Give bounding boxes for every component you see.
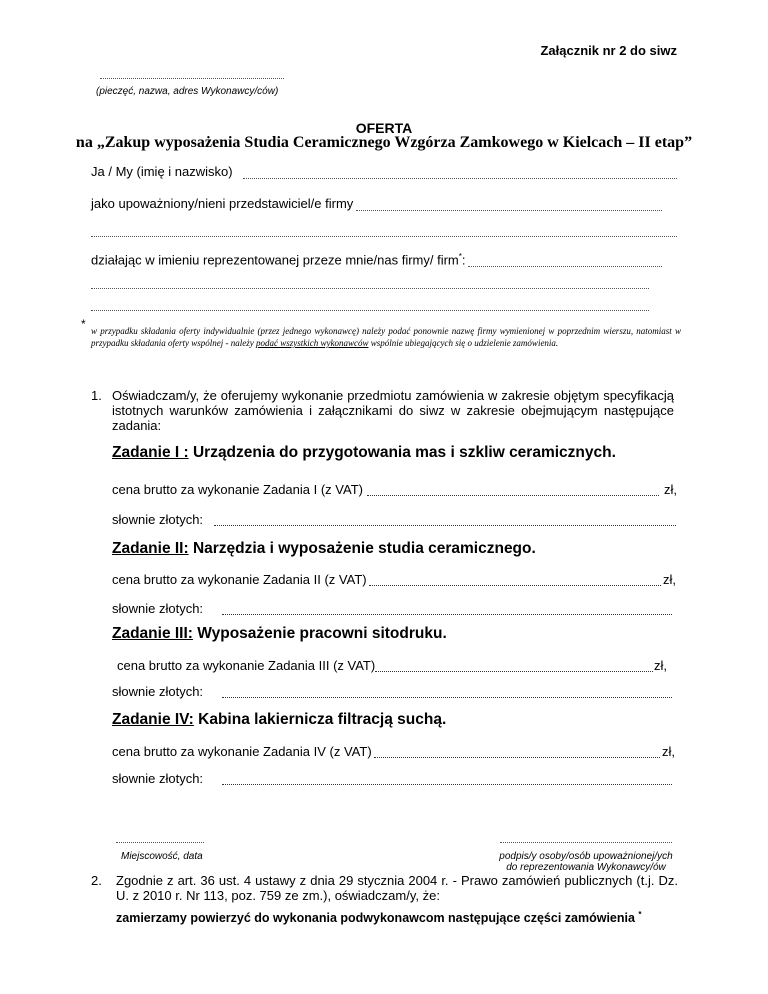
signature-label-1: podpis/y osoby/osób upoważnionej/ych <box>499 851 673 862</box>
company-field[interactable] <box>468 266 662 267</box>
task1-words-field[interactable] <box>214 525 676 526</box>
place-date-label: Miejscowość, data <box>121 851 203 862</box>
acting-footnote-star: * <box>458 252 462 261</box>
task3-words-label: słownie złotych: <box>112 684 204 699</box>
representative-field[interactable] <box>356 210 662 211</box>
task2-words-field[interactable] <box>222 614 672 615</box>
task3-price-field[interactable] <box>375 671 653 672</box>
task4-title: Zadanie IV: Kabina lakiernicza filtracją suchą. <box>112 711 447 728</box>
point1-number: 1. <box>91 388 102 403</box>
task4-price-label: cena brutto za wykonanie Zadania IV (z VAT) <box>112 744 372 759</box>
task1-price-label: cena brutto za wykonanie Zadania I (z VAT) <box>112 482 363 497</box>
task2-price-label: cena brutto za wykonanie Zadania II (z VAT) <box>112 572 367 587</box>
task1-currency: zł, <box>664 482 677 497</box>
task4-price-field[interactable] <box>374 757 660 758</box>
name-label: Ja / My (imię i nazwisko) <box>91 164 233 179</box>
place-date-field[interactable] <box>116 842 204 843</box>
task2-title: Zadanie II: Narzędzia i wyposażenie studia ceramicznego. <box>112 540 536 557</box>
task1-title: Zadanie I : Urządzenia do przygotowania mas i szkliw ceramicznych. <box>112 444 616 461</box>
task1-words-label: słownie złotych: <box>112 512 204 527</box>
point2-number: 2. <box>91 873 102 888</box>
task4-words-field[interactable] <box>222 784 672 785</box>
attachment-label: Załącznik nr 2 do siwz <box>540 43 677 58</box>
acting-label: działając w imieniu reprezentowanej przeze mnie/nas firmy/ firm*: <box>91 252 466 268</box>
task3-currency: zł, <box>654 658 667 673</box>
task3-words-field[interactable] <box>222 697 672 698</box>
task4-currency: zł, <box>662 744 675 759</box>
stamp-label: (pieczęć, nazwa, adres Wykonawcy/ców) <box>96 86 279 97</box>
representative-label: jako upoważniony/nieni przedstawiciel/e firmy <box>91 196 354 211</box>
point2-text: Zgodnie z art. 36 ust. 4 ustawy z dnia 29 stycznia 2004 r. - Prawo zamówień publicznych (t.j. Dz. U. z 2010 r. Nr 113, poz. 759 ze zm.), oświadczam/y, że: <box>116 873 678 903</box>
offer-title: OFERTA <box>355 120 413 136</box>
stamp-line <box>100 78 284 79</box>
task2-words-label: słownie złotych: <box>112 601 204 616</box>
task4-words-label: słownie złotych: <box>112 771 204 786</box>
task3-title: Zadanie III: Wyposażenie pracowni sitodruku. <box>112 625 447 642</box>
task3-price-label: cena brutto za wykonanie Zadania III (z VAT) <box>117 658 376 673</box>
footnote-star: * <box>81 317 86 331</box>
signature-field[interactable] <box>500 842 672 843</box>
subcontract-statement: zamierzamy powierzyć do wykonania podwykonawcom następujące części zamówienia * <box>116 910 642 926</box>
point1-text: Oświadczam/y, że oferujemy wykonanie przedmiotu zamówienia w zakresie objętym specyfikacją istotnych warunków zamówienia i załącznikami do siwz w zakresie obejmującym następujące zadania: <box>112 388 674 433</box>
company-field-line-3[interactable] <box>91 310 649 311</box>
signature-label-2: do reprezentowania Wykonawcy/ów <box>506 862 666 873</box>
task2-currency: zł, <box>663 572 676 587</box>
task1-price-field[interactable] <box>367 495 659 496</box>
subcontract-footnote-star: * <box>638 910 642 919</box>
company-field-line-1[interactable] <box>91 236 677 237</box>
task2-price-field[interactable] <box>369 585 661 586</box>
name-field[interactable] <box>243 178 677 179</box>
footnote-text: w przypadku składania oferty indywidualnie (przez jednego wykonawcę) należy podać ponownie nazwę firmy wymienionej w poprzednim wierszu, natomiast w przypadku składania oferty wspólnej - należy podać wszystkich wykonawców wspólnie ubiegających się o udzielenie zamówienia. <box>91 326 681 348</box>
offer-subtitle: na „Zakup wyposażenia Studia Ceramicznego Wzgórza Zamkowego w Kielcach – II etap” <box>75 134 693 151</box>
company-field-line-2[interactable] <box>91 288 649 289</box>
